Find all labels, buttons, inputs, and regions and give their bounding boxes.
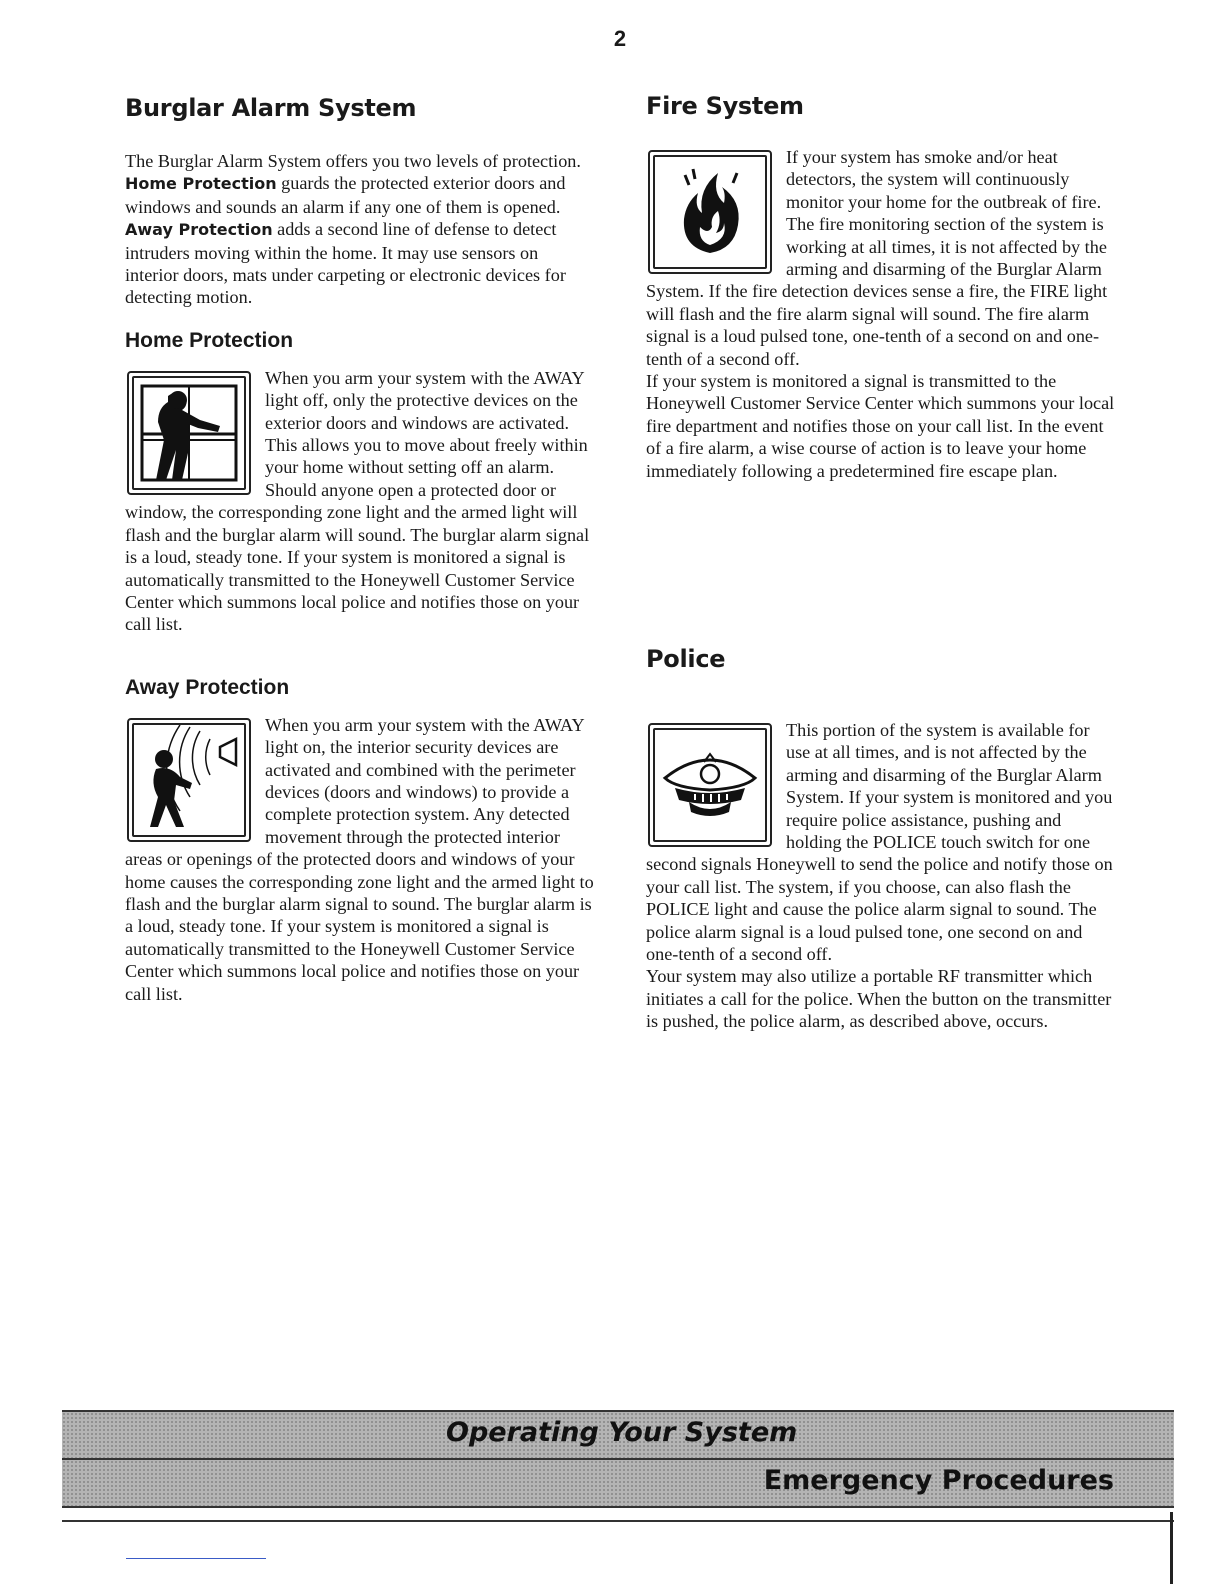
- police-cap-icon: [648, 723, 772, 847]
- fire-body-1: If your system has smoke and/or heat detectors, the system will continuously monitor your home for the outbreak of fire. The fire monitoring section of the system is working at all times, it is not affected by the arming and disarming of the Burglar Alarm System. If the fire detection devices sense a fire, the FIRE light will flash and the fire alarm signal will sound. The fire alarm signal is a loud pulsed tone, one-tenth of a second on and one-tenth of a second off.: [646, 147, 1108, 369]
- police-title: Police: [646, 645, 726, 673]
- burglar-intro-1: The Burglar Alarm System offers you two levels of protection.: [125, 151, 581, 171]
- page-number: 2: [613, 26, 627, 51]
- fire-section: [646, 92, 1118, 482]
- page-edge-right: [1170, 1512, 1173, 1584]
- home-protection-heading: Home Protection: [125, 328, 294, 352]
- operating-banner-label: Operating Your System: [446, 1417, 798, 1448]
- fire-body-2: If your system is monitored a signal is transmitted to the Honeywell Customer Service Center which summons your local fire department and notifies those on your call list. In the event of a fire alarm, a wise course of action is to leave your home immediately following a predetermined fire escape plan.: [646, 371, 1115, 481]
- page-edge-line: [62, 1520, 1174, 1522]
- fire-title: Fire System: [646, 92, 804, 120]
- burglar-intro-2: guards the protected exterior doors and windows and sounds an alarm if any one of them is opened.: [125, 173, 566, 217]
- emergency-banner-label: Emergency Procedures: [763, 1465, 1114, 1496]
- motion-sensor-intruder-icon: [127, 718, 251, 842]
- police-section: [646, 645, 1118, 1033]
- police-body-2: Your system may also utilize a portable RF transmitter which initiates a call for the police. When the button on the transmitter is pushed, the police alarm, as described above, occurs.: [646, 966, 1112, 1032]
- police-body-1: This portion of the system is available for use at all times, and is not affected by the arming and disarming of the Burglar Alarm System. If your system is monitored and you require police assistance, pushing and holding the POLICE touch switch for one second signals Honeywell to send the police and notify those on your call list. The system, if you choose, can also flash the POLICE light and cause the police alarm signal to sound. The police alarm signal is a loud pulsed tone, one second on and one-tenth of a second off.: [646, 720, 1113, 965]
- burglar-title: Burglar Alarm System: [125, 94, 417, 122]
- away-protection-body: When you arm your system with the AWAY light on, the interior security devices are activated and combined with the perimeter devices (doors and windows) to provide a complete protection system. Any detected movement through the protected interior areas or openings of the protected doors and windows of your home causes the corresponding zone light and the armed light to flash and the burglar alarm signal to sound. The burglar alarm is a loud, steady tone. If your system is monitored a signal is automatically transmitted to the Honeywell Customer Service Center which summons local police and notifies those on your call list.: [125, 714, 594, 1004]
- intruder-window-icon: [127, 371, 251, 495]
- flame-icon: [648, 150, 772, 274]
- away-protection-term: Away Protection: [125, 220, 273, 240]
- stray-mark: [126, 1558, 266, 1559]
- emergency-banner: [62, 1458, 1174, 1508]
- home-protection-body: When you arm your system with the AWAY light off, only the protective devices on the exterior doors and windows are activated. This allows you to move about freely within your home without setting off an alarm. Should anyone open a protected door or window, the corresponding zone light and the armed light will flash and the burglar alarm will sound. The burglar alarm signal is a loud, steady tone. If your system is monitored a signal is automatically transmitted to the Honeywell Customer Service Center which summons local police and notifies those on your call list.: [125, 367, 590, 635]
- away-protection-heading: Away Protection: [125, 675, 290, 699]
- home-protection-term: Home Protection: [125, 174, 277, 194]
- operating-banner: [62, 1410, 1174, 1458]
- burglar-section: [125, 94, 595, 1005]
- burglar-intro-3: adds a second line of defense to detect intruders moving within the home. It may use sensors on interior doors, mats under carpeting or electronic devices for detecting motion.: [125, 219, 566, 308]
- burglar-intro: [125, 150, 595, 309]
